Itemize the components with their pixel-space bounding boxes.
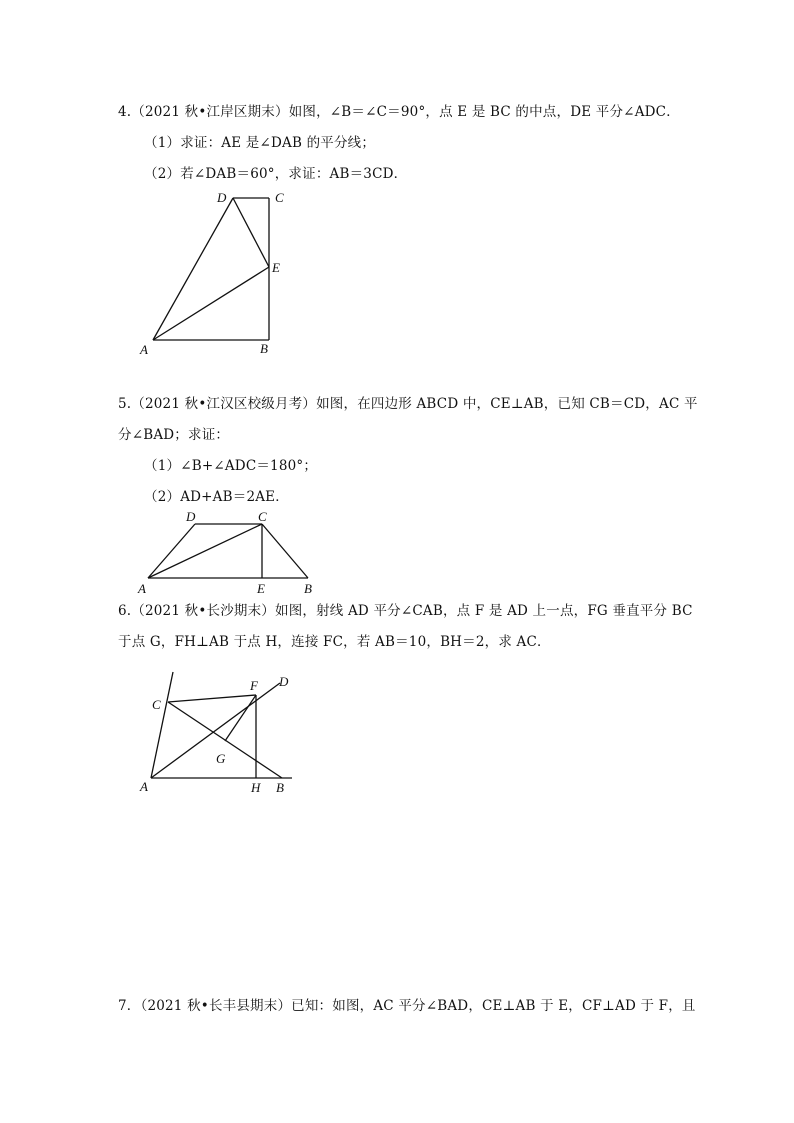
label-d: D xyxy=(217,190,227,205)
label-c: C xyxy=(275,190,284,205)
problem-7-statement: 7．（2021 秋•长丰县期末）已知：如图，AC 平分∠BAD，CE⊥AB 于 E，CF⊥AD 于 F，且 xyxy=(118,998,696,1014)
problem-4-part-2: （2）若∠DAB＝60°，求证：AB＝3CD． xyxy=(144,166,408,182)
ray-ac xyxy=(151,672,173,778)
segment-ae xyxy=(153,267,269,340)
label-c: C xyxy=(152,697,161,712)
problem-5-figure xyxy=(130,506,330,598)
problem-5-part-1: （1）∠B+∠ADC＝180°； xyxy=(144,458,318,474)
label-b: B xyxy=(304,581,312,596)
segment-cf xyxy=(168,695,256,702)
segment-ad xyxy=(148,524,195,578)
label-d: D xyxy=(186,509,196,524)
problem-6-figure xyxy=(130,668,310,800)
label-b: B xyxy=(260,341,268,356)
label-h: H xyxy=(251,780,261,795)
problem-4-figure xyxy=(130,186,300,362)
problem-4-part-1: （1）求证：AE 是∠DAB 的平分线； xyxy=(144,135,376,151)
problem-6-statement-cont: 于点 G，FH⊥AB 于点 H，连接 FC，若 AB＝10，BH＝2，求 AC． xyxy=(118,634,551,650)
label-c: C xyxy=(258,509,267,524)
label-e: E xyxy=(272,260,280,275)
segment-ac xyxy=(148,524,262,578)
label-a: A xyxy=(138,581,146,596)
problem-5-statement-cont: 分∠BAD；求证： xyxy=(118,427,230,443)
label-a: A xyxy=(140,779,148,794)
label-e: E xyxy=(257,581,265,596)
label-b: B xyxy=(276,780,284,795)
label-d: D xyxy=(279,674,289,689)
segment-da xyxy=(153,198,233,340)
label-g: G xyxy=(216,751,226,766)
segment-de xyxy=(233,198,269,267)
label-f: F xyxy=(250,678,258,693)
segment-cb xyxy=(262,524,308,578)
problem-5-statement: 5.（2021 秋•江汉区校级月考）如图，在四边形 ABCD 中，CE⊥AB，已知 CB＝CD，AC 平 xyxy=(118,396,698,412)
problem-5-part-2: （2）AD+AB＝2AE． xyxy=(144,489,289,505)
problem-6-statement: 6.（2021 秋•长沙期末）如图，射线 AD 平分∠CAB，点 F 是 AD 上一点，FG 垂直平分 BC xyxy=(118,603,693,619)
label-a: A xyxy=(140,342,148,357)
problem-4-statement: 4.（2021 秋•江岸区期末）如图，∠B＝∠C＝90°，点 E 是 BC 的中点，DE 平分∠ADC． xyxy=(118,104,680,120)
segment-fg xyxy=(225,695,256,741)
